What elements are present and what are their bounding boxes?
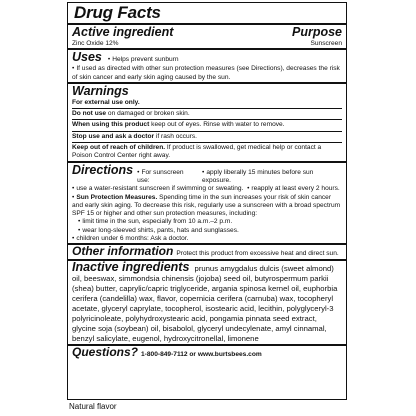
sub-item: • wear long-sleeved shirts, pants, hats and sunglasses. [72, 227, 342, 235]
inactive-ingredients-text: prunus amygdalus dulcis (sweet almond) oil, beeswax, simmondsia chinensis (jojoba) seed oil, butyrospermum parkii (shea) butter, caprylic/capric triglyceride, argania spinosa kernel oil, euphorbia cerifera (candelilla) wax, flavor, copernicia cerifera (carnuba) wax, tocopheryl acetate, glyceryl caprylate, tocopherol, isostearic acid, lecithin, polyglyceryl-3 polyricinoleate, polyhydroxystearic acid, pongamia pinnata seed extract, glycine soja (soybean) oil, bisabolol, glyceryl undecylenate, amyl cinnamal, benzyl salicylate, eugenol, hydroxycitronellal, limonene [72, 263, 338, 344]
divider [72, 108, 342, 109]
keep-out-text: If product is swallowed, get medical help or contact a Poison Control Center right away. [72, 144, 322, 160]
natural-flavor-note: Natural flavor [69, 402, 117, 411]
purpose-heading: Purpose [291, 25, 342, 39]
purpose-value: Sunscreen [310, 40, 342, 47]
sun-protection-label: Sun Protection Measures. [76, 193, 158, 201]
inactive-ingredients-section [72, 261, 342, 345]
other-information-section [72, 245, 342, 258]
other-information-heading: Other information [72, 244, 174, 259]
uses-item: • Helps prevent sunburn [108, 56, 179, 64]
drug-facts-panel [67, 2, 347, 400]
other-information-text: Protect this product from excessive heat and direct sun. [176, 250, 339, 258]
drug-facts-title: Drug Facts [74, 3, 161, 22]
warnings-heading: Warnings [72, 83, 129, 98]
uses-heading: Uses [72, 50, 102, 65]
inactive-ingredients-heading: Inactive ingredients [72, 259, 190, 274]
directions-item: • apply liberally 15 minutes before sun exposure. [202, 169, 342, 186]
uses-section [72, 50, 342, 82]
stop-use-text: if rash occurs. [155, 132, 197, 140]
questions-section [72, 346, 342, 359]
uses-item: • If used as directed with other sun protection measures (see Directions), decreases the risk of skin cancer and early skin aging caused by the sun. [72, 65, 342, 82]
sub-item: • limit time in the sun, especially from 10 a.m.–2 p.m. [72, 218, 342, 226]
questions-heading: Questions? [72, 345, 139, 360]
when-using-text: keep out of eyes. Rinse with water to remove. [151, 121, 285, 129]
divider [72, 119, 342, 120]
do-not-use-text: on damaged or broken skin. [107, 110, 190, 118]
directions-heading: Directions [72, 162, 134, 177]
active-ingredient-section [72, 25, 342, 48]
directions-item: • For sunscreen use: [137, 169, 202, 186]
when-using-label: When using this product [72, 121, 150, 129]
stop-use-label: Stop use and ask a doctor [72, 132, 155, 140]
do-not-use-label: Do not use [72, 110, 107, 118]
directions-section [72, 163, 342, 244]
divider [72, 142, 342, 143]
external-use-warning: For external use only. [72, 98, 140, 106]
directions-item: • reapply at least every 2 hours. [247, 185, 340, 192]
active-ingredient-heading: Active ingredient [72, 25, 174, 39]
children-note: • children under 6 months: Ask a doctor. [72, 235, 342, 243]
divider [72, 131, 342, 132]
warnings-section [72, 84, 342, 161]
active-ingredient-name: Zinc Oxide 12% [72, 40, 119, 47]
sun-protection-text: Spending time in the sun increases your risk of skin cancer and early skin aging. To decrease this risk, regularly use a sunscreen with a broad spectrum SPF 15 or higher and other sun protection measures, including: [72, 193, 341, 218]
directions-item: • use a water-resistant sunscreen if swimming or sweating. [72, 185, 243, 192]
keep-out-label: Keep out of reach of children. [72, 144, 166, 152]
questions-contact: 1-800-849-7112 or www.burtsbees.com [141, 351, 262, 359]
